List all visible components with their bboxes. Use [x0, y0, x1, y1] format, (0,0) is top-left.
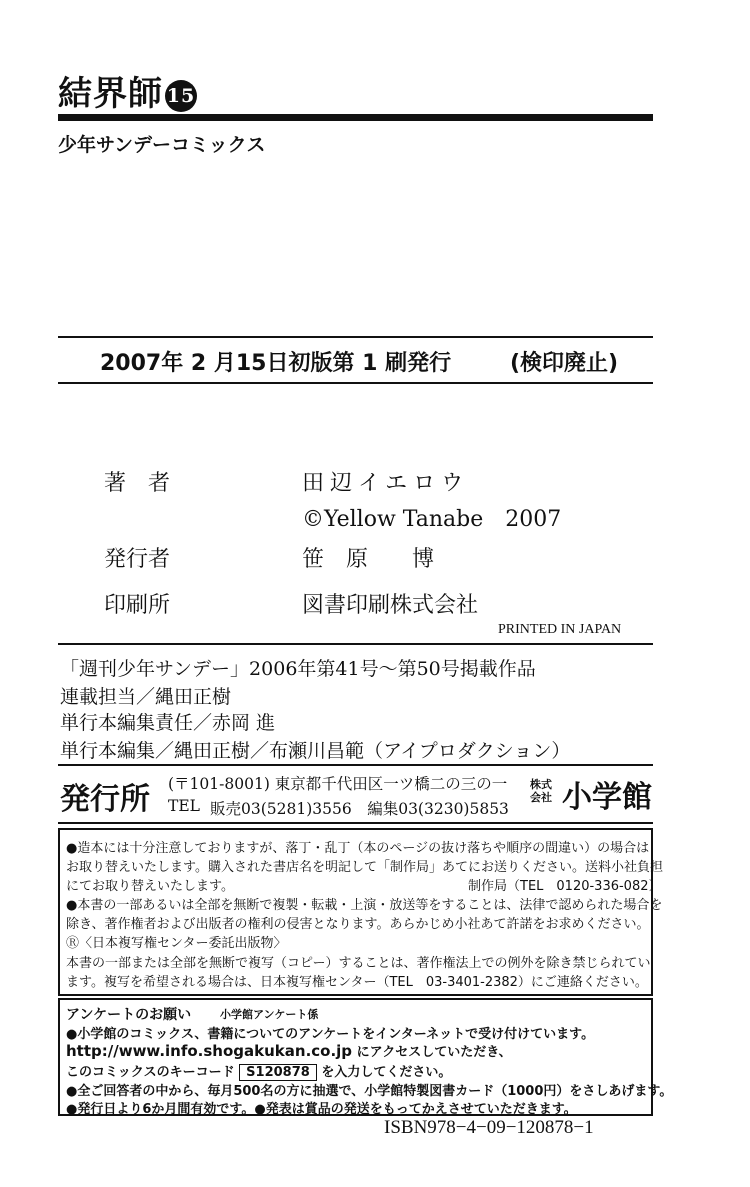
publisher-tel-label: TEL	[168, 797, 200, 815]
notice-box	[58, 828, 663, 996]
serial-line-magazine: 「週刊少年サンデー」2006年第41号〜第50号掲載作品	[60, 658, 536, 680]
printed-in-japan: PRINTED IN JAPAN	[498, 622, 622, 637]
imprint-rule-top	[58, 336, 653, 338]
publisher-tel: 販売03(5281)3556 編集03(3230)5853	[210, 800, 509, 818]
enquete-key-code: S120878	[239, 1064, 317, 1081]
credit-label-author: 著 者	[104, 471, 171, 496]
isbn: ISBN978−4−09−120878−1	[384, 1117, 594, 1138]
volume-badge: 15	[165, 80, 197, 112]
enquete-line-intro: ●小学館のコミックス、書籍についてのアンケートをインターネットで受け付けています。	[66, 1027, 595, 1042]
enquete-key-line	[66, 1061, 451, 1081]
enquete-url[interactable]: http://www.info.shogakukan.co.jp	[66, 1042, 353, 1060]
notice-line: お取り替えいたします。購入された書店名を明記して「制作局」あてにお送りください。送料小社負担	[66, 860, 663, 875]
enquete-key-suffix: を入力してください。	[321, 1065, 452, 1080]
notice-production: 制作局（TEL 0120-336-082）	[468, 879, 662, 894]
book-title	[58, 66, 197, 115]
notice-line: ●本書の一部あるいは全部を無断で複製・転載・上演・放送等をすることは、法律で認められた場合を	[66, 898, 663, 913]
enquete-subtitle: 小学館アンケート係	[220, 1008, 319, 1021]
credit-value-publisher: 笹 原 博	[302, 547, 435, 572]
kabu-top: 株式	[530, 778, 552, 791]
series-label: 少年サンデーコミックス	[58, 134, 266, 156]
credit-value-printer: 図書印刷株式会社	[302, 593, 479, 618]
serial-rule	[58, 764, 653, 766]
credit-value-copyright: ©Yellow Tanabe 2007	[302, 507, 562, 532]
credit-label-publisher: 発行者	[104, 547, 171, 572]
notice-line: 本書の一部または全部を無断で複写（コピー）することは、著作権法上での例外を除き禁じられてい	[66, 956, 651, 971]
imprint-note: (検印廃止)	[510, 351, 619, 376]
publisher-address: (〒101-8001) 東京都千代田区一ツ橋二の三の一	[168, 775, 508, 793]
notice-line: 除き、著作権者および出版者の権利の侵害となります。あらかじめ小社あて許諾をお求めください。	[66, 917, 650, 932]
publisher-rule	[58, 822, 653, 824]
credit-label-printer: 印刷所	[104, 593, 171, 618]
serial-line-book-chief: 単行本編集責任／赤岡 進	[60, 712, 276, 734]
notice-line: Ⓡ〈日本複写権センター委託出版物〉	[66, 936, 287, 951]
notice-line: ●造本には十分注意しておりますが、落丁・乱丁（本のページの抜け落ちや順序の間違い）の場合は	[66, 841, 650, 856]
enquete-key-prefix: このコミックスのキーコード	[66, 1065, 235, 1080]
credits-rule	[58, 643, 653, 645]
title-text: 結界師	[58, 74, 163, 114]
publisher-name: 小学館	[562, 780, 652, 815]
imprint-rule-bottom	[58, 382, 653, 384]
credit-value-author: 田辺イエロウ	[302, 471, 470, 496]
publisher-label: 発行所	[60, 782, 150, 817]
enquete-line-prize: ●全ご回答者の中から、毎月500名の方に抽選で、小学館特製図書カード（1000円）をさしあげます。	[66, 1084, 673, 1099]
imprint-date: 2007年 2 月15日初版第 1 刷発行	[100, 351, 452, 376]
enquete-box	[58, 998, 673, 1117]
enquete-url-line	[66, 1041, 512, 1060]
kabushiki-kaisha	[530, 778, 552, 804]
serial-line-editor: 連載担当／縄田正樹	[60, 686, 232, 708]
enquete-title: アンケートのお願い	[66, 1007, 192, 1023]
notice-line: にてお取り替えいたします。	[66, 879, 234, 894]
notice-line: ます。複写を希望される場合は、日本複写権センター（TEL 03-3401-2382）にご連絡ください。	[66, 975, 648, 990]
enquete-line-validity: ●発行日より6か月間有効です。●発表は賞品の発送をもってかえさせていただきます。	[66, 1102, 577, 1117]
kabu-bottom: 会社	[530, 791, 552, 804]
enquete-url-suffix: にアクセスしていただき、	[356, 1045, 512, 1060]
header-rule	[58, 114, 653, 121]
serial-line-book-editor: 単行本編集／縄田正樹／布瀬川昌範（アイプロダクション）	[60, 740, 571, 762]
